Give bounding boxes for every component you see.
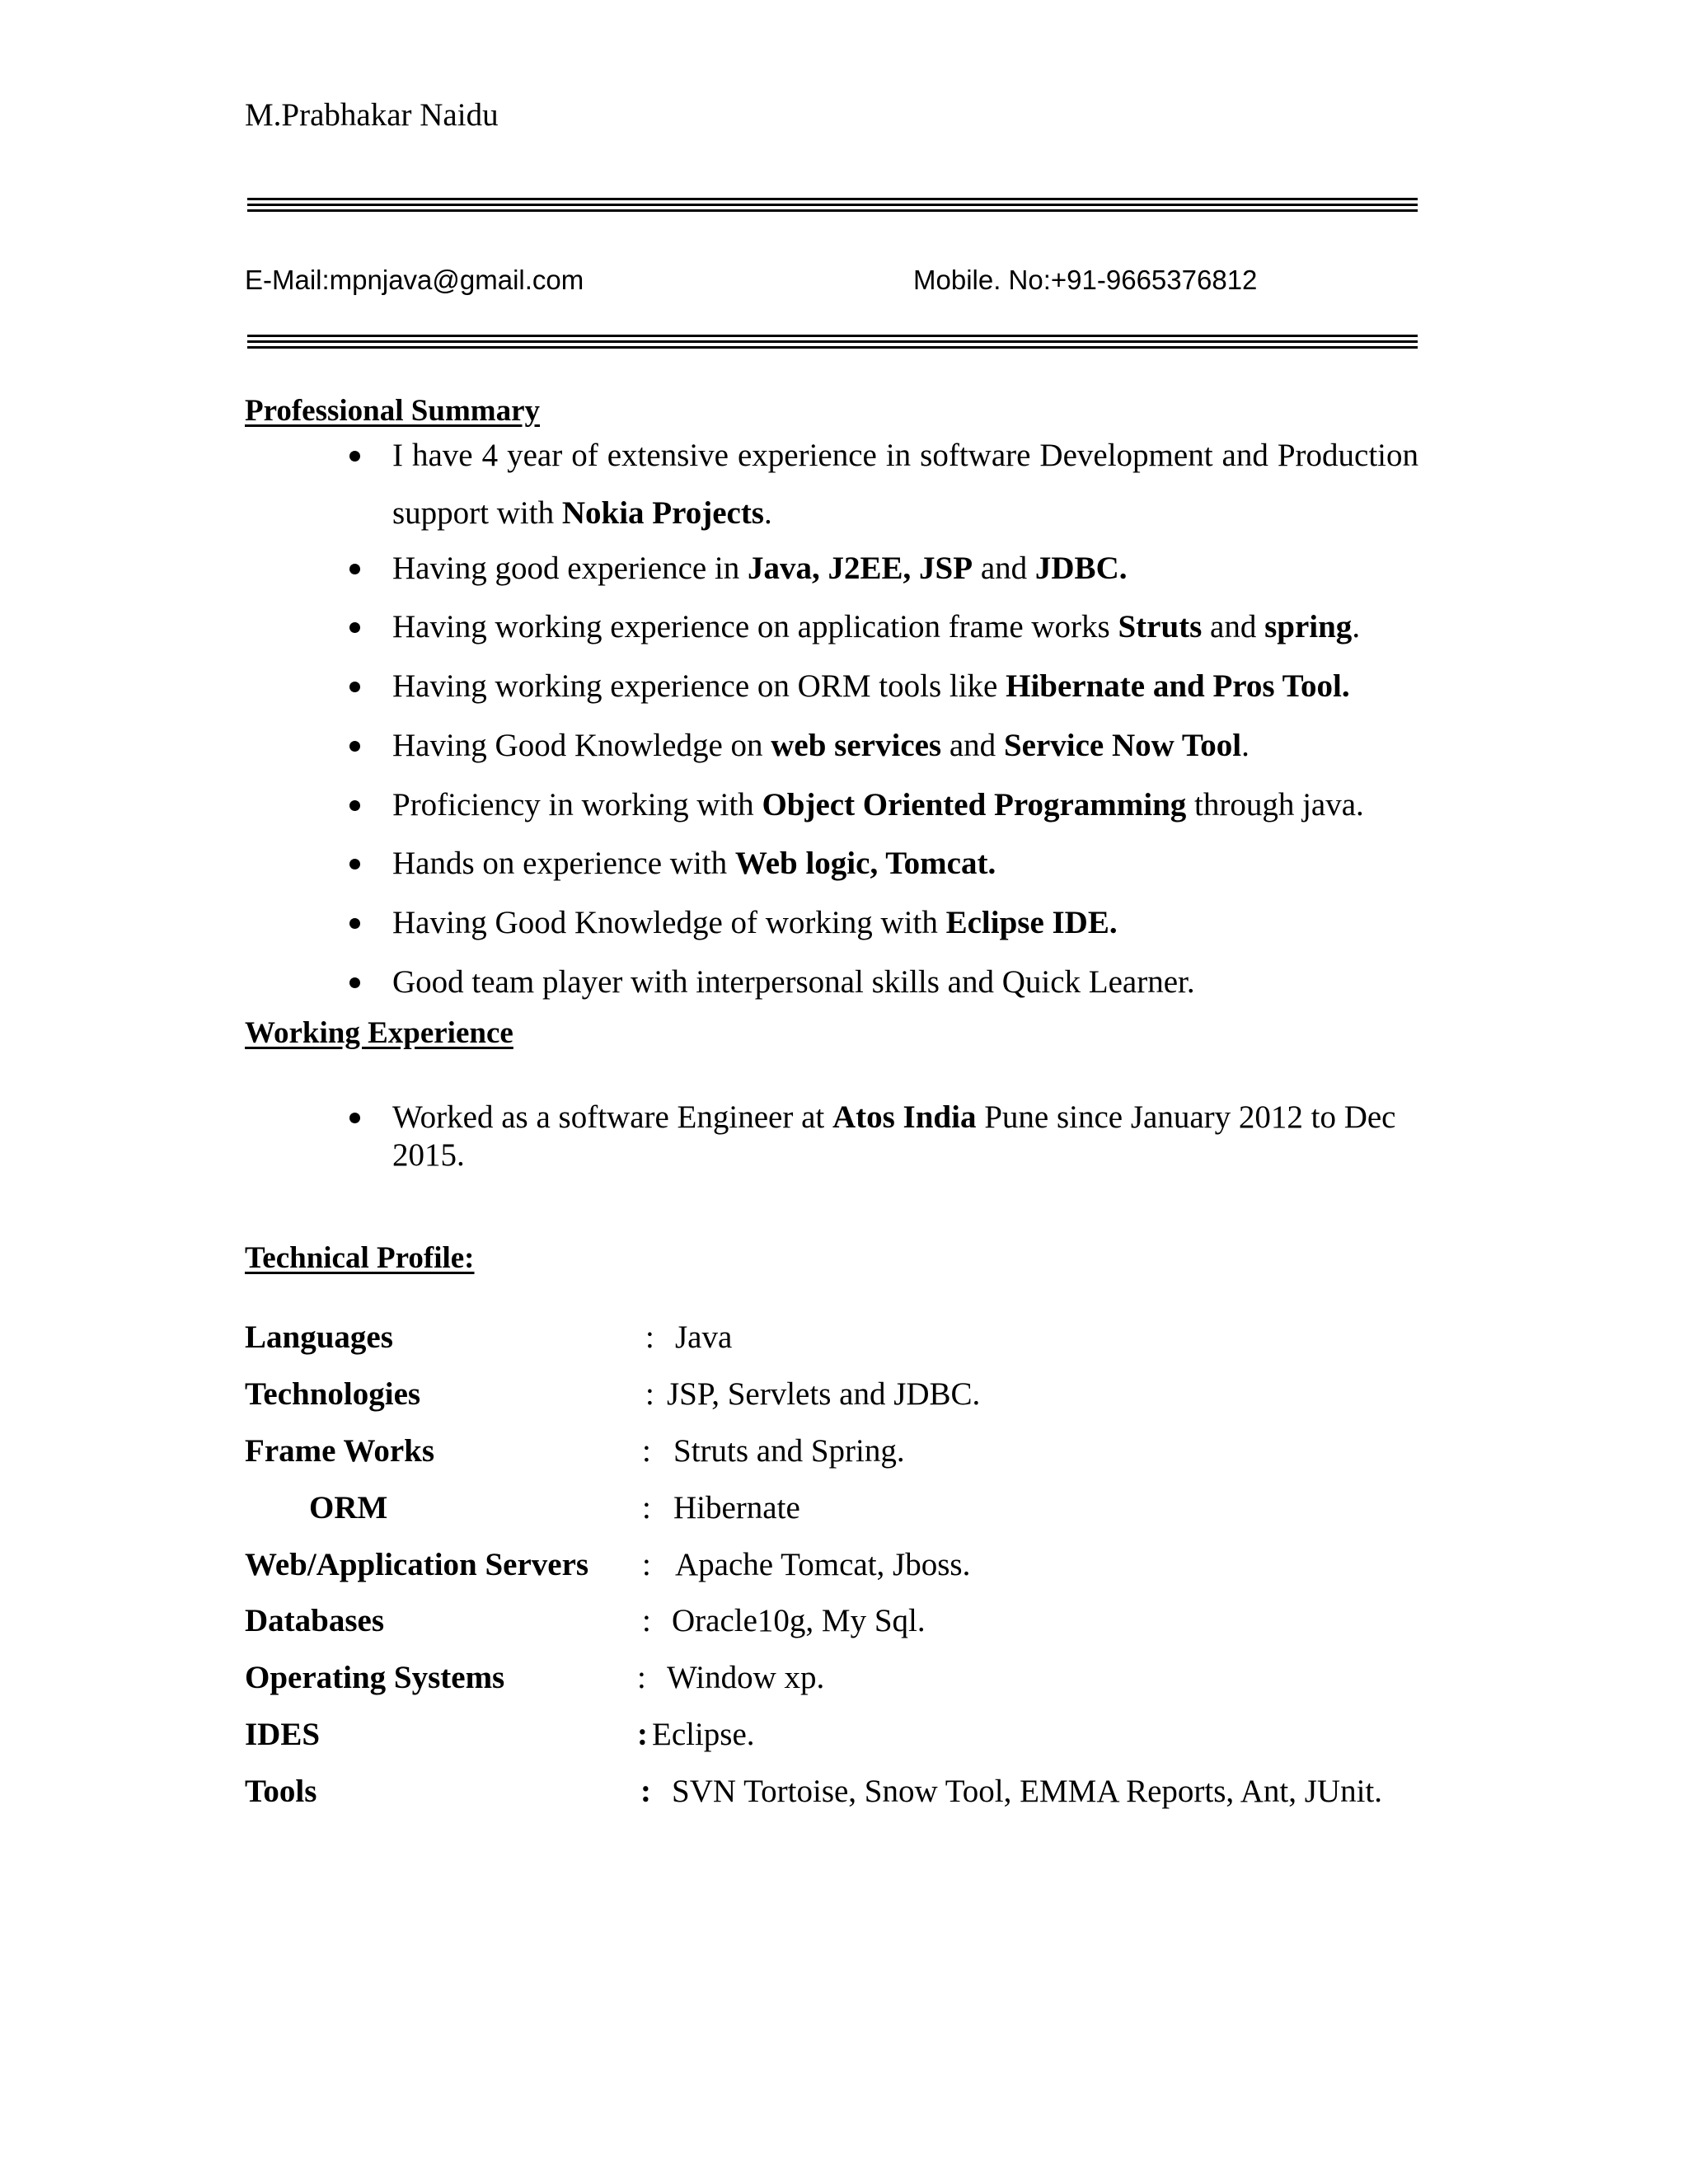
tech-value: JSP, Servlets and JDBC. [667, 1376, 981, 1412]
summary-item [392, 904, 1418, 942]
tech-value: Window xp. [667, 1660, 825, 1695]
tech-label: Databases [245, 1603, 385, 1638]
summary-item-bold: Nokia Projects [561, 495, 764, 531]
summary-item-text: Hands on experience with [392, 846, 735, 881]
tech-colon: : [645, 1376, 654, 1412]
tech-label: ORM [309, 1490, 388, 1526]
summary-item [392, 608, 1418, 646]
tech-colon: : [640, 1774, 651, 1809]
work-heading: Working Experience [245, 1016, 513, 1050]
summary-item-text: . [1352, 609, 1361, 644]
summary-item-text: Good team player with interpersonal skills and Quick Learner. [392, 964, 1195, 1000]
summary-item-text: Proficiency in working with [392, 787, 762, 823]
tech-colon: : [642, 1603, 651, 1638]
summary-item [392, 427, 1418, 542]
tech-value: Apache Tomcat, Jboss. [675, 1547, 971, 1582]
tech-colon: : [645, 1319, 654, 1355]
tech-label: Technologies [245, 1376, 421, 1412]
summary-item-text: and [973, 551, 1035, 586]
tech-value: Oracle10g, My Sql. [672, 1603, 926, 1638]
summary-item-text: . [763, 495, 772, 531]
summary-item [392, 845, 1418, 883]
summary-item-text: . [1241, 728, 1250, 763]
work-item-text: Worked as a software Engineer at [392, 1099, 832, 1135]
tech-value: Eclipse. [652, 1717, 755, 1752]
summary-item-bold: Web logic, Tomcat. [734, 846, 996, 881]
summary-item-text: and [1202, 609, 1265, 644]
tech-colon: : [642, 1433, 651, 1469]
work-item-text: Pune since January 2012 to Dec 2015. [392, 1099, 1396, 1173]
work-item-bold: Atos India [832, 1099, 977, 1135]
tech-colon: : [642, 1547, 651, 1582]
divider-top [247, 198, 1418, 213]
summary-item-bold: JDBC. [1034, 551, 1128, 586]
summary-item-text: Having working experience on ORM tools like [392, 668, 1006, 704]
tech-value: Struts and Spring. [673, 1433, 905, 1469]
summary-item [392, 786, 1418, 824]
tech-label: Web/Application Servers [245, 1547, 589, 1582]
tech-colon: : [637, 1717, 648, 1752]
email-text: E-Mail:mpnjava@gmail.com [245, 265, 584, 295]
summary-item-bold: Struts [1118, 609, 1203, 644]
summary-item-text: Having Good Knowledge of working with [392, 905, 946, 940]
candidate-name: M.Prabhakar Naidu [245, 97, 499, 133]
tech-label: IDES [245, 1717, 321, 1752]
summary-item-text: through java. [1186, 787, 1364, 823]
mobile-text: Mobile. No:+91-9665376812 [913, 265, 1258, 295]
summary-item-bold: Object Oriented Programming [762, 787, 1187, 823]
summary-heading: Professional Summary [245, 394, 541, 428]
summary-item-text: and [941, 728, 1004, 763]
tech-value: Hibernate [673, 1490, 800, 1526]
tech-colon: : [637, 1660, 646, 1695]
summary-item [392, 727, 1418, 765]
tech-value: SVN Tortoise, Snow Tool, EMMA Reports, Ant, JUnit. [672, 1774, 1383, 1809]
tech-label: Tools [245, 1774, 317, 1809]
tech-label: Operating Systems [245, 1660, 505, 1695]
divider-bottom [247, 335, 1418, 349]
summary-item-text: Having Good Knowledge on [392, 728, 771, 763]
summary-item-text: I have 4 year of extensive experience in software Development and Production support with [392, 438, 1418, 531]
summary-item-bold: Java, J2EE, JSP [748, 551, 973, 586]
summary-item [392, 963, 1418, 1001]
tech-heading: Technical Profile: [245, 1241, 475, 1275]
tech-label: Languages [245, 1319, 393, 1355]
summary-item-bold: Service Now Tool [1003, 728, 1242, 763]
summary-item-text: Having good experience in [392, 551, 748, 586]
summary-item-bold: Eclipse IDE. [945, 905, 1118, 940]
summary-item-bold: Hibernate and Pros Tool. [1006, 668, 1350, 704]
tech-label: Frame Works [245, 1433, 435, 1469]
summary-item-bold: web services [771, 728, 942, 763]
tech-value: Java [675, 1319, 733, 1355]
summary-item [392, 550, 1418, 588]
summary-item-text: Having working experience on application frame works [392, 609, 1118, 644]
tech-colon: : [642, 1490, 651, 1526]
work-item [392, 1099, 1418, 1174]
summary-item [392, 668, 1418, 705]
summary-item-bold: spring [1264, 609, 1353, 644]
